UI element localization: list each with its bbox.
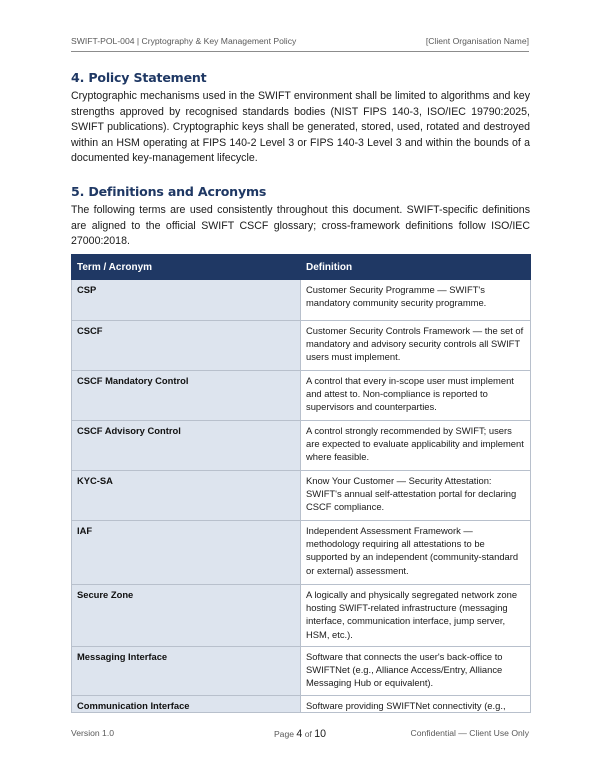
definitions-table — [71, 254, 531, 713]
table-row — [72, 280, 531, 321]
term-cell: Messaging Interface — [72, 647, 301, 696]
header-divider — [71, 51, 529, 52]
term-cell: CSP — [72, 280, 301, 321]
table-row — [72, 471, 531, 521]
table-row — [72, 521, 531, 585]
term-cell: IAF — [72, 521, 301, 585]
definition-cell: Customer Security Controls Framework — the set of mandatory and advisory security controls all SWIFT users must implement. — [301, 321, 531, 371]
definition-cell: Software that connects the user's back-office to SWIFTNet (e.g., Alliance Access/Entry, Alliance Messaging Hub or equivalent). — [301, 647, 531, 696]
column-header-term: Term / Acronym — [72, 255, 301, 280]
column-header-definition: Definition — [301, 255, 531, 280]
table-row — [72, 585, 531, 647]
definition-cell: Software providing SWIFTNet connectivity (e.g., — [301, 696, 531, 713]
page-total: 10 — [314, 728, 327, 740]
definition-cell: A control strongly recommended by SWIFT; users are expected to evaluate applicability and implement where feasible. — [301, 421, 531, 471]
term-cell: Secure Zone — [72, 585, 301, 647]
table-row — [72, 421, 531, 471]
table-row — [72, 321, 531, 371]
table-header-row — [72, 255, 531, 280]
table-row — [72, 371, 531, 421]
definition-cell: Independent Assessment Framework — methodology requiring all attestations to be supported by an independent (community-standard or external) assessment. — [301, 521, 531, 585]
client-organisation-name: [Client Organisation Name] — [425, 36, 529, 46]
term-cell: Communication Interface — [72, 696, 301, 713]
section-heading-definitions: 5. Definitions and Acronyms — [71, 184, 267, 199]
definition-cell: Know Your Customer — Security Attestation: SWIFT's annual self-attestation portal for declaring CSCF compliance. — [301, 471, 531, 521]
term-cell: CSCF Mandatory Control — [72, 371, 301, 421]
version-label: Version 1.0 — [71, 728, 114, 738]
definitions-intro-paragraph: The following terms are used consistently throughout this document. SWIFT-specific definitions are aligned to the official SWIFT CSCF glossary; cross-framework definitions follow ISO/IEC 27000:2018. — [71, 204, 530, 248]
definition-cell: A logically and physically segregated network zone hosting SWIFT-related infrastructure (messaging interface, communication interface, jump server, HSM, etc.). — [301, 585, 531, 647]
page-current: 4 — [296, 728, 303, 740]
term-cell: KYC-SA — [72, 471, 301, 521]
definition-cell: A control that every in-scope user must implement and attest to. Non-compliance is reported to supervisors and counterparties. — [301, 371, 531, 421]
page-footer — [71, 728, 529, 742]
table-row — [72, 647, 531, 696]
classification-label: Confidential — Client Use Only — [410, 728, 529, 738]
page-header — [71, 36, 529, 50]
page-of: of — [302, 729, 315, 739]
policy-statement-paragraph: Cryptographic mechanisms used in the SWIFT environment shall be limited to algorithms and key strengths approved by recognised standards bodies (NIST FIPS 140-3, ISO/IEC 19790:2025, SWIFT publications). Cryptographic keys shall be generated, stored, used, rotated and destroyed within an HSM operating at FIPS 140-2 Level 3 or FIPS 140-3 Level 3 and within the bounds of a documented key-management lifecycle. — [71, 90, 530, 165]
definition-cell: Customer Security Programme — SWIFT's mandatory community security programme. — [301, 280, 531, 321]
page-prefix: Page — [273, 729, 297, 739]
document-id-title: SWIFT-POL-004 | Cryptography & Key Management Policy — [71, 36, 297, 46]
table-row — [72, 696, 531, 713]
term-cell: CSCF Advisory Control — [72, 421, 301, 471]
term-cell: CSCF — [72, 321, 301, 371]
section-heading-policy-statement: 4. Policy Statement — [71, 70, 207, 85]
